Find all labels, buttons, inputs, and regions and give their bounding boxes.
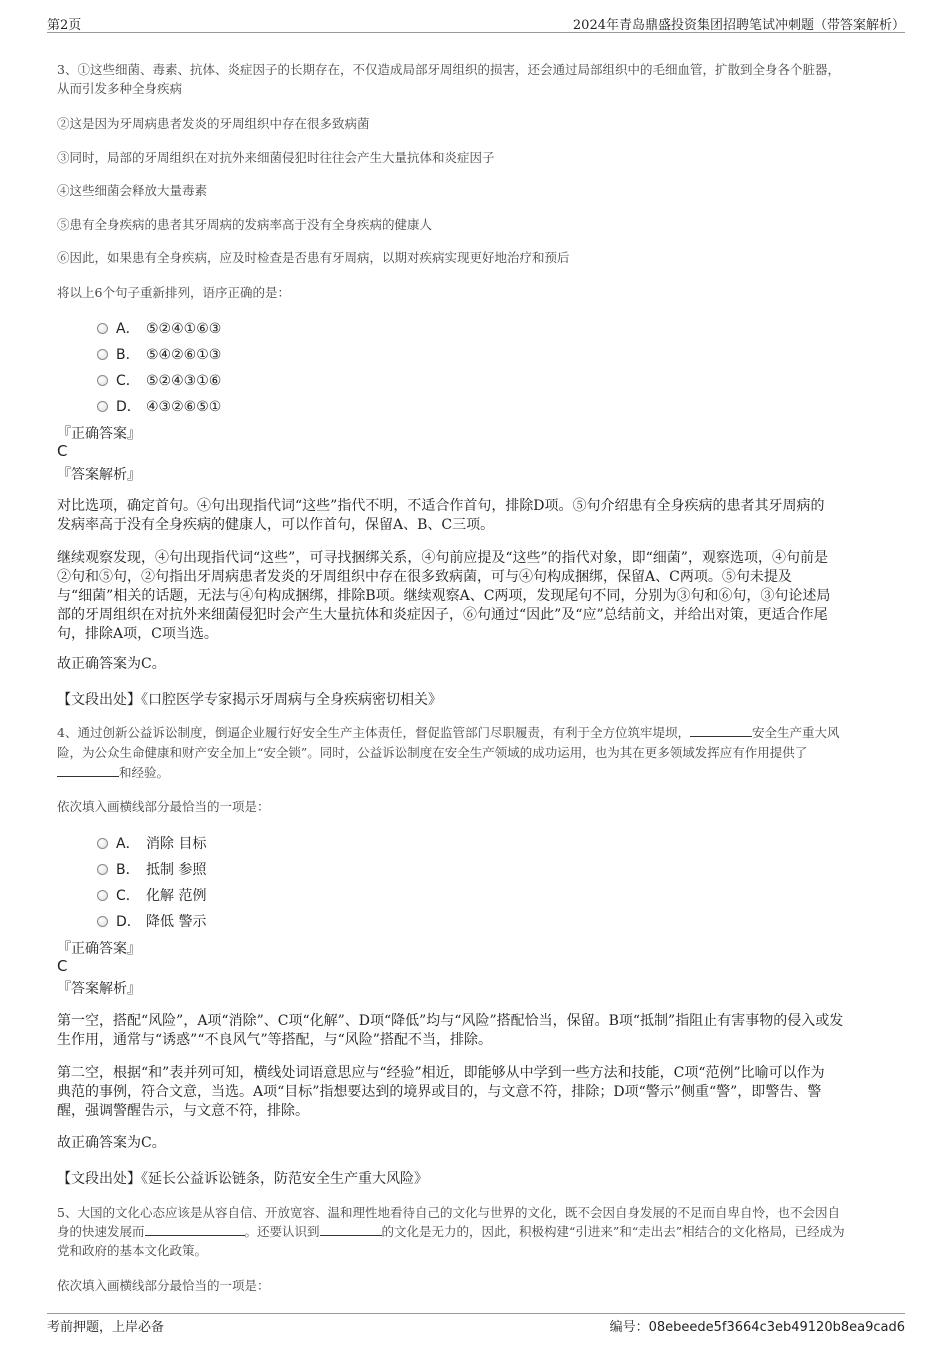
q3-explanation-2c: 与“细菌”相关的话题，无法与④句构成捆绑，排除B项。继续观察A、C两项，发现尾句不同，分别为③句和⑥句，③句论述局 <box>57 588 831 604</box>
q4-option-a[interactable]: A． 消除 目标 <box>97 833 206 853</box>
q4-option-d[interactable]: D． 降低 警示 <box>97 911 206 931</box>
q5-sentence-3: 党和政府的基本文化政策。 <box>57 1243 208 1258</box>
radio-icon[interactable] <box>97 349 108 360</box>
radio-icon[interactable] <box>97 838 108 849</box>
q3-sentence-1b: 从而引发多种全身疾病 <box>57 81 183 96</box>
radio-icon[interactable] <box>97 323 108 334</box>
fill-blank <box>57 764 119 777</box>
fill-blank <box>145 1223 245 1236</box>
q3-answer: C <box>57 442 68 460</box>
q3-sentence-1a: 3、①这些细菌、毒素、抗体、炎症因子的长期存在，不仅造成局部牙周组织的损害，还会通过局部组织中的毛细血管，扩散到全身各个脏器， <box>57 62 840 77</box>
q3-explanation-2d: 部的牙周组织在对抗外来细菌侵犯时会产生大量抗体和炎症因子，⑥句通过“因此”及“应”总结前文，并给出对策，更适合作尾 <box>57 607 828 623</box>
radio-icon[interactable] <box>97 890 108 901</box>
q4-analysis-label: 『答案解析』 <box>57 981 141 997</box>
q3-sentence-4: ④这些细菌会释放大量毒素 <box>57 183 208 198</box>
q3-option-c[interactable]: C． ⑤②④③①⑥ <box>97 370 221 390</box>
q3-sentence-6: ⑥因此，如果患有全身疾病，应及时检查是否患有牙周病，以期对疾病实现更好地治疗和预后 <box>57 250 570 265</box>
q3-conclusion: 故正确答案为C。 <box>57 656 166 672</box>
q4-stem: 依次填入画横线部分最恰当的一项是： <box>57 799 270 814</box>
footer-slogan: 考前押题，上岸必备 <box>47 1320 165 1335</box>
q4-answer: C <box>57 957 68 975</box>
q3-option-a[interactable]: A． ⑤②④①⑥③ <box>97 318 221 338</box>
q4-sentence-2: 险，为公众生命健康和财产安全加上“安全锁”。同时，公益诉讼制度在安全生产领域的成功运用，也为其在更多领域发挥应有作用提供了 <box>57 745 808 760</box>
q4-conclusion: 故正确答案为C。 <box>57 1135 166 1151</box>
q4-sentence-3: 和经验。 <box>57 763 897 783</box>
q5-sentence-1: 5、大国的文化心态应该是从容自信、开放宽容、温和理性地看待自己的文化与世界的文化，既不会因自身发展的不足而自卑自怜，也不会因自 <box>57 1205 840 1220</box>
q3-option-d[interactable]: D． ④③②⑥⑤① <box>97 396 221 416</box>
q4-explanation-2a: 第二空，根据“和”表并列可知，横线处词语意思应与“经验”相近，即能够从中学到一些方法和技能，C项“范例”比喻可以作为 <box>57 1065 825 1081</box>
radio-icon[interactable] <box>97 401 108 412</box>
q3-analysis-label: 『答案解析』 <box>57 467 141 483</box>
fill-blank <box>690 724 752 737</box>
q3-answer-label: 『正确答案』 <box>57 426 141 442</box>
q3-explanation-1b: 发病率高于没有全身疾病的健康人，可以作首句，保留A、B、C三项。 <box>57 517 495 533</box>
q3-explanation-2e: 句，排除A项，C项当选。 <box>57 626 218 642</box>
q4-explanation-1b: 生作用，通常与“诱惑”“不良风气”等搭配，与“风险”搭配不当，排除。 <box>57 1032 492 1048</box>
page-footer <box>47 1313 905 1334</box>
q3-explanation-1a: 对比选项，确定首句。④句出现指代词“这些”指代不明，不适合作首句，排除D项。⑤句介绍患有全身疾病的患者其牙周病的 <box>57 498 825 514</box>
q4-explanation-2b: 典范的事例，符合文意，当选。A项“目标”指想要达到的境界或目的，与文意不符，排除；D项“警示”侧重“警”，即警告、警 <box>57 1084 822 1100</box>
q3-sentence-5: ⑤患有全身疾病的患者其牙周病的发病率高于没有全身疾病的健康人 <box>57 217 433 232</box>
radio-icon[interactable] <box>97 916 108 927</box>
q4-answer-label: 『正确答案』 <box>57 941 141 957</box>
q3-source: 【文段出处】《口腔医学专家揭示牙周病与全身疾病密切相关》 <box>57 692 442 708</box>
document-title: 2024年青岛鼎盛投资集团招聘笔试冲刺题（带答案解析） <box>572 18 905 33</box>
q4-option-c[interactable]: C． 化解 范例 <box>97 885 206 905</box>
q3-sentence-2: ②这是因为牙周病患者发炎的牙周组织中存在很多致病菌 <box>57 116 370 131</box>
q3-sentence-3: ③同时，局部的牙周组织在对抗外来细菌侵犯时往往会产生大量抗体和炎症因子 <box>57 150 495 165</box>
q4-sentence-1: 4、通过创新公益诉讼制度，倒逼企业履行好安全生产主体责任，督促监管部门尽职履责，有利于全方位筑牢堤坝， 安全生产重大风 <box>57 725 840 740</box>
q3-stem: 将以上6个句子重新排列，语序正确的是： <box>57 285 290 300</box>
q4-explanation-2c: 醒，强调警醒告示，与文意不符，排除。 <box>57 1103 309 1119</box>
q4-explanation-1a: 第一空，搭配“风险”，A项“消除”、C项“化解”、D项“降低”均与“风险”搭配恰当，保留。B项“抵制”指阻止有害事物的侵入或发 <box>57 1013 844 1029</box>
q5-sentence-2: 身的快速发展而 。还要认识到 的文化是无力的，因此，积极构建“引进来”和“走出去”相结合的文化格局，已经成为 <box>57 1224 845 1239</box>
page-header <box>47 12 905 33</box>
document-id: 编号：08ebeede5f3664c3eb49120b8ea9cad6 <box>609 1320 905 1335</box>
radio-icon[interactable] <box>97 375 108 386</box>
q5-stem: 依次填入画横线部分最恰当的一项是： <box>57 1278 270 1293</box>
radio-icon[interactable] <box>97 864 108 875</box>
fill-blank <box>320 1223 382 1236</box>
q3-option-b[interactable]: B． ⑤④②⑥①③ <box>97 344 221 364</box>
q3-explanation-2b: ②句和⑤句，②句指出牙周病患者发炎的牙周组织中存在很多致病菌，可与④句构成捆绑，保留A、C两项。⑤句未提及 <box>57 569 792 585</box>
page-number: 第2页 <box>47 18 82 33</box>
q4-option-b[interactable]: B． 抵制 参照 <box>97 859 206 879</box>
q4-source: 【文段出处】《延长公益诉讼链条，防范安全生产重大风险》 <box>57 1171 428 1187</box>
q3-explanation-2a: 继续观察发现，④句出现指代词“这些”，可寻找捆绑关系，④句前应提及“这些”的指代对象，即“细菌”，观察选项，④句前是 <box>57 550 828 566</box>
